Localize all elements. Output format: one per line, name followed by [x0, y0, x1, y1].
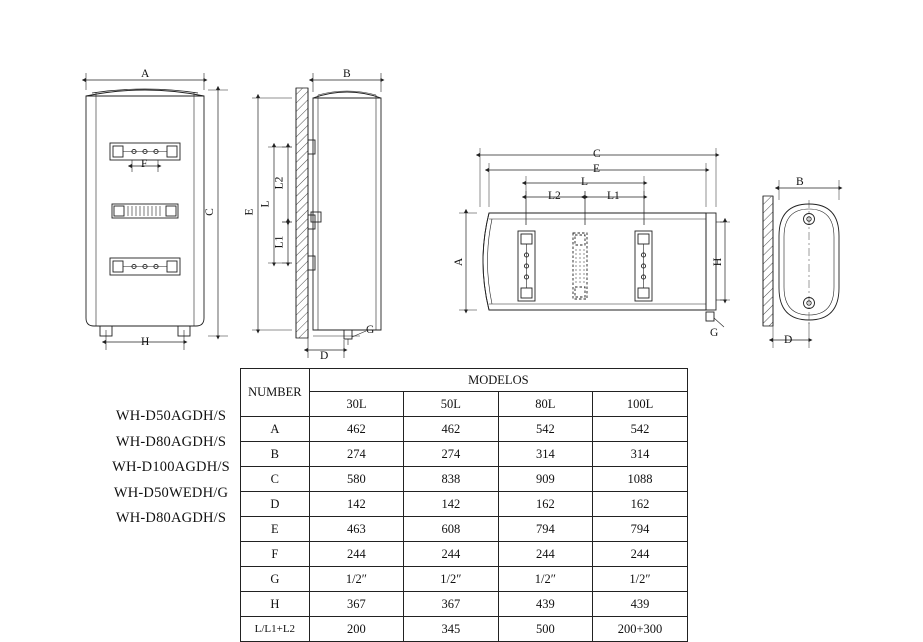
column-header: 80L: [498, 392, 592, 417]
row-label: C: [241, 467, 310, 492]
row-label: H: [241, 592, 310, 617]
side-dim-l2-label: L2: [273, 176, 286, 190]
cell: 162: [498, 492, 592, 517]
cell: 274: [404, 442, 498, 467]
cell: 244: [593, 542, 688, 567]
cell: 542: [593, 417, 688, 442]
cell: 345: [404, 617, 498, 642]
horiz-dim-c-label: C: [593, 148, 601, 160]
model-item: WH-D50WEDH/G: [113, 484, 229, 501]
table-row: [241, 542, 688, 567]
column-header: 50L: [404, 392, 498, 417]
section-dim-b-label: B: [796, 176, 804, 188]
cell: 838: [404, 467, 498, 492]
cell: 608: [404, 517, 498, 542]
front-dim-a-label: A: [141, 68, 150, 80]
cell: 314: [593, 442, 688, 467]
cell: 1088: [593, 467, 688, 492]
horiz-dim-l-label: L: [581, 176, 589, 188]
cell: 1/2″: [498, 567, 592, 592]
table-row: [241, 467, 688, 492]
table-header-row: [241, 369, 688, 392]
cell: 244: [309, 542, 403, 567]
section-view-geometry: [763, 180, 839, 348]
cell: 367: [309, 592, 403, 617]
cell: 244: [498, 542, 592, 567]
cell: 1/2″: [593, 567, 688, 592]
cell: 794: [593, 517, 688, 542]
table-row: [241, 592, 688, 617]
table-row: [241, 567, 688, 592]
front-dim-c-label: C: [203, 208, 216, 216]
header-modelos: MODELOS: [309, 369, 687, 392]
cell: 244: [404, 542, 498, 567]
cell: 200+300: [593, 617, 688, 642]
cell: 462: [309, 417, 403, 442]
header-number: NUMBER: [241, 369, 310, 417]
model-item: WH-D80AGDH/S: [115, 510, 227, 526]
row-label: E: [241, 517, 310, 542]
model-item: WH-D80AGDH/S: [115, 433, 227, 450]
side-dim-b-label: B: [343, 68, 351, 80]
row-label: L/L1+L2: [241, 617, 310, 642]
side-view-geometry: [252, 73, 381, 358]
specification-table: [240, 368, 688, 642]
table-row: [241, 417, 688, 442]
cell: 200: [309, 617, 403, 642]
horiz-dim-e-label: E: [593, 163, 601, 175]
cell: 162: [593, 492, 688, 517]
horiz-dim-l1-label: L1: [607, 190, 620, 202]
horiz-dim-a-label: A: [453, 257, 466, 267]
table-row: [241, 517, 688, 542]
cell: 439: [498, 592, 592, 617]
cell: 367: [404, 592, 498, 617]
side-dim-e-label: E: [243, 208, 256, 216]
side-dim-l1-label: L1: [273, 235, 286, 249]
horiz-dim-l2-label: L2: [548, 190, 561, 202]
model-list: [96, 404, 246, 532]
row-label: G: [241, 567, 310, 592]
cell: 142: [309, 492, 403, 517]
cell: 909: [498, 467, 592, 492]
cell: 542: [498, 417, 592, 442]
cell: 314: [498, 442, 592, 467]
section-dim-d-label: D: [784, 334, 793, 346]
model-item: WH-D100AGDH/S: [112, 459, 230, 475]
row-label: F: [241, 542, 310, 567]
column-header: 100L: [593, 392, 688, 417]
cell: 274: [309, 442, 403, 467]
side-dim-l-label: L: [259, 200, 272, 208]
side-dim-g-label: G: [366, 324, 375, 336]
table-row: [241, 492, 688, 517]
cell: 439: [593, 592, 688, 617]
cell: 1/2″: [309, 567, 403, 592]
cell: 580: [309, 467, 403, 492]
row-label: A: [241, 417, 310, 442]
horiz-dim-g-label: G: [710, 327, 719, 339]
table-row: [241, 442, 688, 467]
model-item: WH-D50AGDH/S: [115, 408, 227, 424]
cell: 463: [309, 517, 403, 542]
cell: 794: [498, 517, 592, 542]
front-dim-f-label: F: [141, 158, 148, 170]
front-dim-h-label: H: [141, 336, 150, 348]
row-label: B: [241, 442, 310, 467]
cell: 500: [498, 617, 592, 642]
cell: 462: [404, 417, 498, 442]
cell: 142: [404, 492, 498, 517]
side-dim-d-label: D: [320, 350, 329, 362]
row-label: D: [241, 492, 310, 517]
cell: 1/2″: [404, 567, 498, 592]
horiz-dim-h-label: H: [712, 257, 725, 267]
table-row: [241, 617, 688, 642]
column-header: 30L: [309, 392, 403, 417]
